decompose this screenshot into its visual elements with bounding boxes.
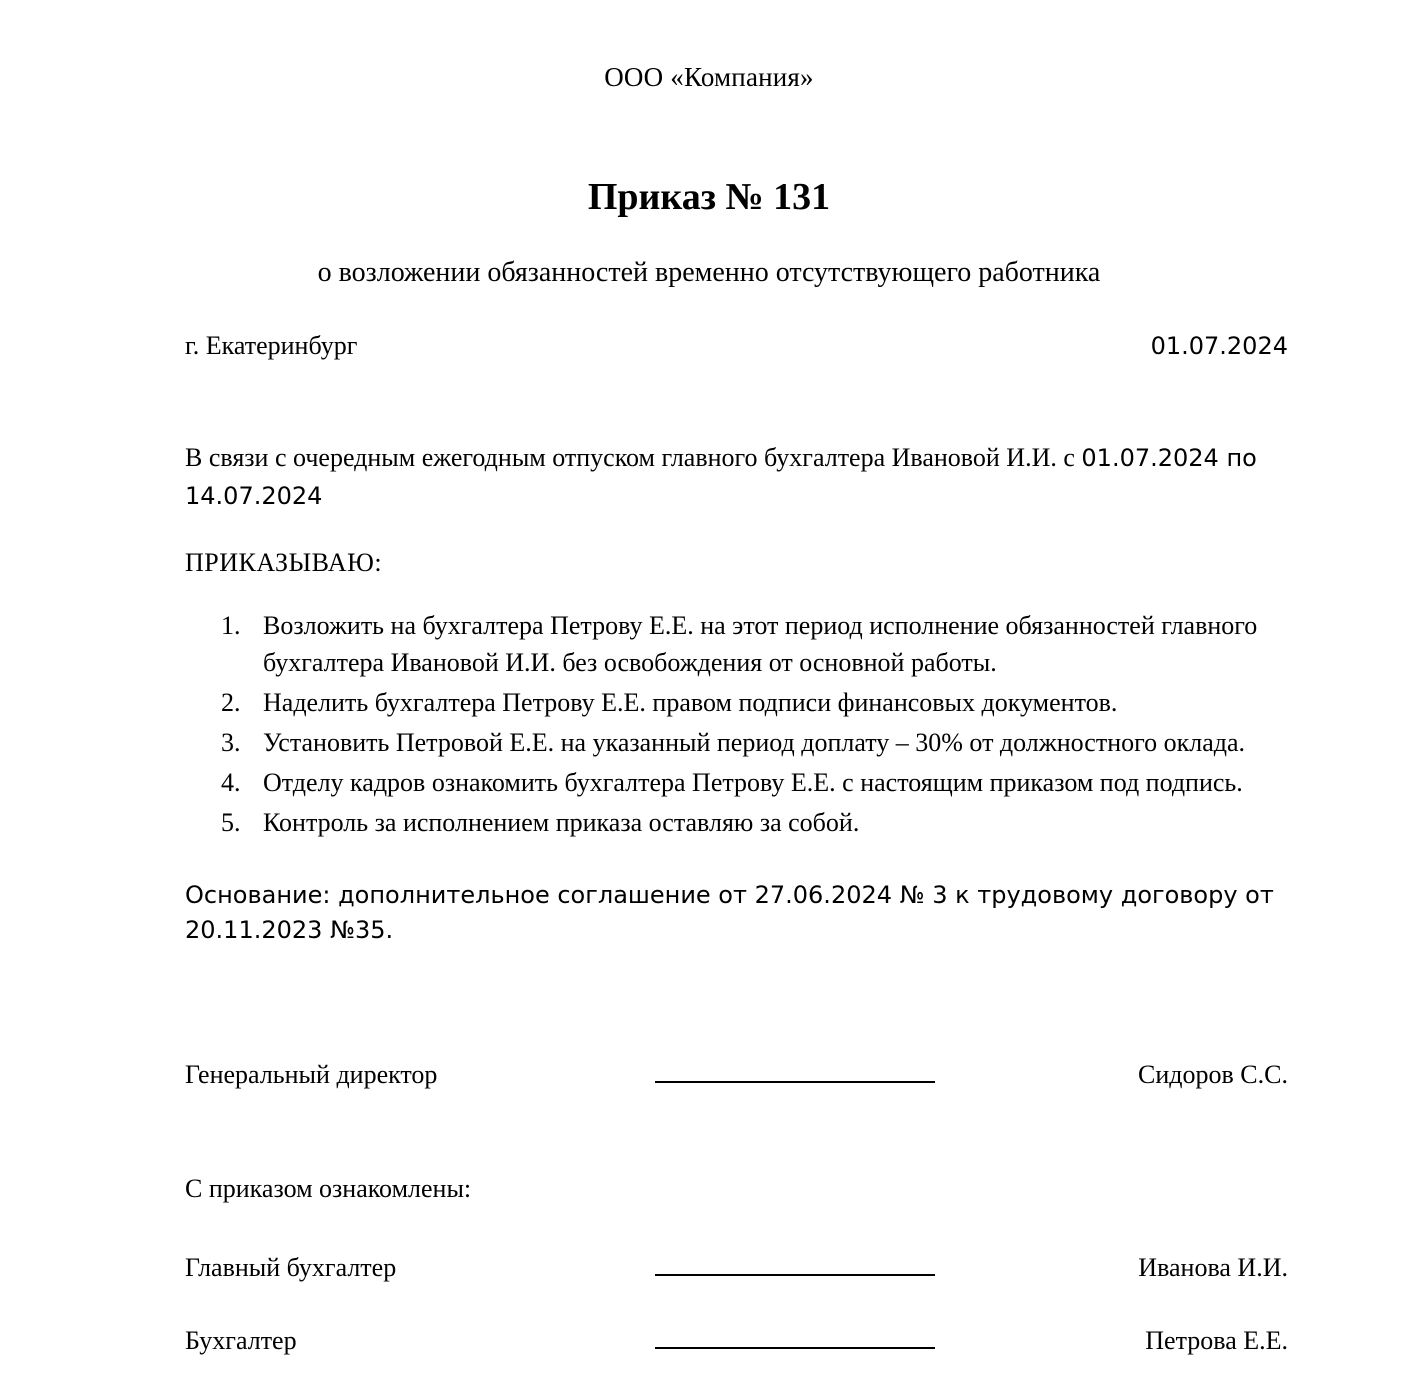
signature-line — [655, 1059, 935, 1083]
signature-line — [655, 1252, 935, 1276]
place-and-date — [185, 331, 1288, 361]
signature-row-accountant — [185, 1325, 1288, 1356]
list-item: 5. Контроль за исполнением приказа оставляю за собой. — [247, 805, 1283, 842]
order-keyword: ПРИКАЗЫВАЮ: — [185, 548, 383, 578]
list-item: 2. Наделить бухгалтера Петрову Е.Е. правом подписи финансовых документов. — [247, 685, 1283, 722]
document-subtitle: о возложении обязанностей временно отсутствующего работника — [317, 257, 1101, 288]
accountant-name: Петрова Е.Е. — [1145, 1326, 1288, 1356]
director-role: Генеральный директор — [185, 1060, 438, 1090]
list-item: 1. Возложить на бухгалтера Петрову Е.Е. на этот период исполнение обязанностей главного бухгалтера Ивановой И.И. без освобождения от основной работы. — [247, 608, 1283, 682]
signature-line — [655, 1325, 935, 1349]
preamble — [185, 439, 1283, 514]
order-items-list — [185, 608, 1283, 841]
preamble-text: В связи с очередным ежегодным отпуском главного бухгалтера Ивановой И.И. с — [185, 443, 1082, 472]
list-item: 3. Установить Петровой Е.Е. на указанный период доплату – 30% от должностного оклада. — [247, 725, 1283, 762]
accountant-role: Бухгалтер — [185, 1326, 297, 1356]
chief-accountant-role: Главный бухгалтер — [185, 1253, 397, 1283]
list-item: 4. Отделу кадров ознакомить бухгалтера Петрову Е.Е. с настоящим приказом под подпись. — [247, 765, 1283, 802]
chief-accountant-name: Иванова И.И. — [1138, 1253, 1288, 1283]
city: г. Екатеринбург — [185, 331, 358, 360]
organization-name: ООО «Компания» — [604, 62, 814, 92]
director-name: Сидоров С.С. — [1138, 1060, 1288, 1090]
document-date: 01.07.2024 — [1150, 332, 1288, 360]
signature-row-chief-accountant — [185, 1252, 1288, 1283]
preamble-dates: 01.07.2024 по 14.07.2024 — [185, 444, 1257, 510]
acknowledgement-label: С приказом ознакомлены: — [185, 1174, 472, 1204]
basis-text: Основание: дополнительное соглашение от 27.06.2024 № 3 к трудовому договору от 20.11.2023 №35. — [185, 880, 1274, 944]
document-title: Приказ № 131 — [587, 176, 831, 218]
signature-row-director — [185, 1059, 1288, 1090]
